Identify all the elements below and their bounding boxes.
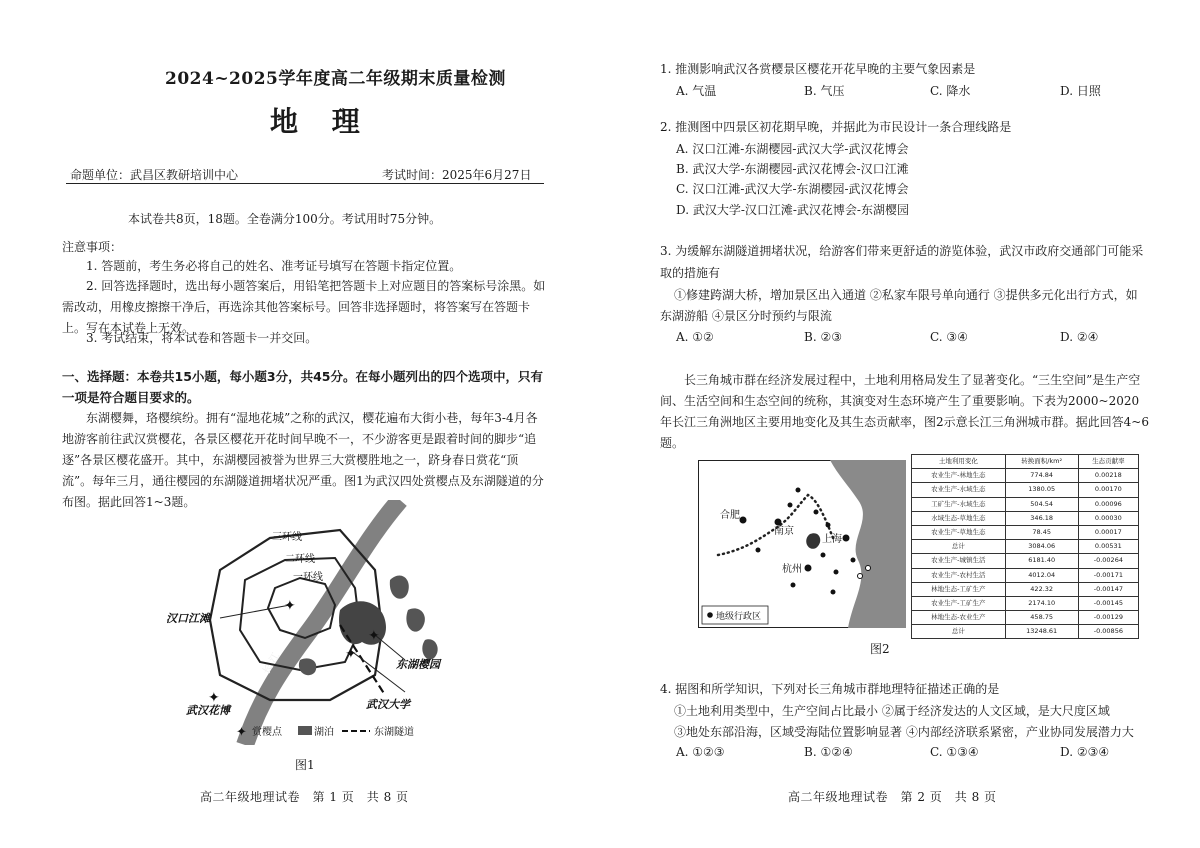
legend-lake-label: 湖泊	[314, 727, 334, 738]
label-whu: 武汉大学	[366, 698, 410, 711]
q3-option-b: B. ②③	[804, 330, 842, 344]
q3-option-a: A. ①②	[676, 330, 714, 344]
table-cell: 水域生态-草地生态	[912, 511, 1006, 525]
table-cell: 2174.10	[1005, 596, 1078, 610]
land-use-table	[911, 454, 1139, 639]
lake-small-4	[422, 639, 437, 659]
table-cell: 774.84	[1005, 469, 1078, 483]
q4-stem: 4. 据图和所学知识，下列对长三角城市群地理特征描述正确的是	[660, 682, 1000, 696]
passage-yangtze-delta: 长三角城市群在经济发展过程中，土地利用格局发生了显著变化。“三生空间”是生产空间、生活空间和生态空间的统称，其演变对生态环境产生了重要影响。下表为2000~2020年长江三角洲地区主要用地变化及其生态贡献率，图2示意长江三角洲城市群。据此回答4~6题。	[660, 373, 1149, 450]
issuer: 命题单位：武昌区教研培训中心	[70, 168, 239, 182]
table-cell: -0.00264	[1078, 554, 1138, 568]
table-row	[912, 611, 1139, 625]
q3-items: ①修建跨湖大桥，增加景区出入通道 ②私家车限号单向通行 ③提供多元化出行方式，如东湖游船 ④景区分时预约与限流	[660, 288, 1138, 323]
q2-stem: 2. 推测图中四景区初花期早晚，并据此为市民设计一条合理线路是	[660, 120, 1012, 134]
label-expo: 武汉花博	[186, 704, 230, 717]
table-row	[912, 483, 1139, 497]
table-cell: 总计	[912, 625, 1006, 639]
table-row	[912, 568, 1139, 582]
figure-2-caption: 图2	[870, 642, 890, 656]
table-cell: 78.45	[1005, 525, 1078, 539]
q1-stem: 1. 推测影响武汉各赏樱景区樱花开花早晚的主要气象因素是	[660, 62, 976, 76]
lake-small-2	[406, 608, 424, 631]
q4-option-a: A. ①②③	[676, 745, 725, 759]
table-cell: -0.00171	[1078, 568, 1138, 582]
table-cell: 农业生产-草地生态	[912, 525, 1006, 539]
table-cell: 工矿生产-水域生态	[912, 497, 1006, 511]
river-label: 长 江	[261, 650, 283, 677]
q1-option-b: B. 气压	[804, 84, 845, 98]
table-header-cell: 转换面积/km²	[1005, 455, 1078, 469]
city-shanghai-dot	[843, 535, 850, 542]
ring2-label: 二环线	[285, 554, 315, 565]
note-2: 2. 回答选择题时，选出每小题答案后，用铅笔把答题卡上对应题目的答案标号涂黑。如需改动，用橡皮擦擦干净后，再选涂其他答案标号。回答非选择题时，将答案写在答题卡上。写在本试卷上无效。	[62, 279, 546, 335]
table-cell: 0.00017	[1078, 525, 1138, 539]
exam-time: 考试时间：2025年6月27日	[382, 168, 532, 182]
table-cell: 422.32	[1005, 582, 1078, 596]
spot-expo-icon: ✦	[208, 690, 220, 706]
table-cell: 农业生产-农村生活	[912, 568, 1006, 582]
q4-option-d: D. ②③④	[1060, 745, 1110, 759]
q4-line-1: ①土地利用类型中，生产空间占比最小 ②属于经济发达的人文区域，是大尺度区域	[674, 704, 1110, 718]
table-row	[912, 625, 1139, 639]
table-cell: 农业生产-林地生态	[912, 469, 1006, 483]
table-cell: 0.00531	[1078, 540, 1138, 554]
table-cell: -0.00856	[1078, 625, 1138, 639]
spot-whu-icon: ✦	[345, 646, 357, 662]
legend-spot-label: 赏樱点	[252, 727, 282, 738]
spot-hankou-icon: ✦	[284, 598, 296, 614]
figure-2-map	[698, 460, 906, 628]
q4-line-2: ③地处东部沿海，区域受海陆位置影响显著 ④内部经济联系紧密，产业协同发展潜力大	[674, 725, 1134, 739]
section-heading: 一、选择题：本卷共15小题，每小题3分，共45分。在每小题列出的四个选项中，只有一项是符合题目要求的。	[62, 369, 543, 405]
passage-cherry: 东湖樱舞，珞樱缤纷。拥有“湿地花城”之称的武汉，樱花遍布大街小巷，每年3-4月各地游客前往武汉赏樱花，各景区樱花开花时间早晚不一，不少游客更是跟着时间的脚步“追逐”各景区樱花盛开。其中，东湖樱园被誉为世界三大赏樱胜地之一，跻身春日赏花“顶流”。每年三月，通往樱园的东湖隧道拥堵状况严重。图1为武汉四处赏樱点及东湖隧道的分布图。据此回答1~3题。	[62, 411, 544, 509]
figure-1-map	[150, 500, 460, 745]
exam-title: 2024~2025学年度高二年级期末质量检测	[165, 69, 506, 89]
label-hankou: 汉口江滩	[166, 612, 210, 625]
right-page	[600, 0, 1200, 848]
table-row	[912, 469, 1139, 483]
table-cell: 农业生产-水域生态	[912, 483, 1006, 497]
lake-small-3	[299, 658, 316, 675]
table-cell: 林地生态-工矿生产	[912, 582, 1006, 596]
ring1-label: 一环线	[293, 572, 323, 583]
label-donghu: 东湖樱园	[396, 658, 440, 671]
table-cell: 13248.61	[1005, 625, 1078, 639]
label-nanjing: 南京	[774, 526, 794, 537]
table-row	[912, 511, 1139, 525]
q3-stem: 3. 为缓解东湖隧道拥堵状况，给游客们带来更舒适的游览体验，武汉市政府交通部门可能采取的措施有	[660, 244, 1144, 280]
table-header-cell: 生态贡献率	[1078, 455, 1138, 469]
table-cell: -0.00147	[1078, 582, 1138, 596]
city-hefei-dot	[740, 517, 747, 524]
notes-heading: 注意事项：	[62, 240, 123, 254]
city-nanjing-dot	[775, 519, 782, 526]
table-row	[912, 554, 1139, 568]
legend-spot-icon: ✦	[236, 725, 247, 740]
header-rule	[66, 183, 544, 184]
figure-1-caption: 图1	[295, 758, 315, 772]
table-cell: 0.00096	[1078, 497, 1138, 511]
table-cell: 346.18	[1005, 511, 1078, 525]
q3-option-c: C. ③④	[930, 330, 968, 344]
table-row	[912, 582, 1139, 596]
page-footer-1: 高二年级地理试卷 第 1 页 共 8 页	[200, 790, 409, 804]
spot-donghu-icon: ✦	[368, 628, 380, 644]
table-cell: -0.00145	[1078, 596, 1138, 610]
q2-option-a: A. 汉口江滩-东湖樱园-武汉大学-武汉花博会	[676, 142, 909, 156]
table-cell: 6181.40	[1005, 554, 1078, 568]
table-cell: 3084.06	[1005, 540, 1078, 554]
table-cell: -0.00129	[1078, 611, 1138, 625]
page-footer-2: 高二年级地理试卷 第 2 页 共 8 页	[788, 790, 997, 804]
table-cell: 4012.04	[1005, 568, 1078, 582]
label-hangzhou: 杭州	[782, 564, 802, 575]
q2-option-c: C. 汉口江滩-武汉大学-东湖樱园-武汉花博会	[676, 182, 909, 196]
q3-option-d: D. ②④	[1060, 330, 1099, 344]
table-cell: 农业生产-工矿生产	[912, 596, 1006, 610]
table-header-cell: 土地利用变化	[912, 455, 1006, 469]
table-row	[912, 540, 1139, 554]
q1-option-d: D. 日照	[1060, 84, 1101, 98]
subject-title: 地 理	[270, 105, 372, 138]
table-row	[912, 596, 1139, 610]
q2-option-d: D. 武汉大学-汉口江滩-武汉花博会-东湖樱园	[676, 203, 909, 217]
table-cell: 0.00030	[1078, 511, 1138, 525]
legend-lake-swatch	[298, 726, 312, 735]
table-cell: 农业生产-城镇生活	[912, 554, 1006, 568]
q2-option-b: B. 武汉大学-东湖樱园-武汉花博会-汉口江滩	[676, 162, 909, 176]
q4-option-b: B. ①②④	[804, 745, 853, 759]
table-cell: 总计	[912, 540, 1006, 554]
table-row	[912, 497, 1139, 511]
table-cell: 1380.05	[1005, 483, 1078, 497]
table-header-row	[912, 455, 1139, 469]
table-cell: 0.00218	[1078, 469, 1138, 483]
table-row	[912, 525, 1139, 539]
q4-option-c: C. ①③④	[930, 745, 979, 759]
table-cell: 0.00170	[1078, 483, 1138, 497]
q1-option-c: C. 降水	[930, 84, 971, 98]
table-cell: 林地生态-农业生产	[912, 611, 1006, 625]
fig2-legend-label: 地级行政区	[716, 612, 762, 622]
note-3: 3. 考试结束，将本试卷和答题卡一并交回。	[86, 331, 318, 345]
note-1: 1. 答题前，考生务必将自己的姓名、准考证号填写在答题卡指定位置。	[86, 259, 462, 273]
exam-summary: 本试卷共8页，18题。全卷满分100分。考试用时75分钟。	[128, 212, 442, 226]
label-hefei: 合肥	[720, 510, 740, 521]
legend-tunnel-label: 东湖隧道	[374, 727, 414, 738]
ring3-label: 三环线	[272, 532, 302, 543]
table-cell: 458.75	[1005, 611, 1078, 625]
city-hangzhou-dot	[805, 565, 812, 572]
label-shanghai: 上海	[822, 534, 842, 545]
lake-small-1	[390, 576, 409, 599]
table-cell: 504.54	[1005, 497, 1078, 511]
q1-option-a: A. 气温	[676, 84, 717, 98]
